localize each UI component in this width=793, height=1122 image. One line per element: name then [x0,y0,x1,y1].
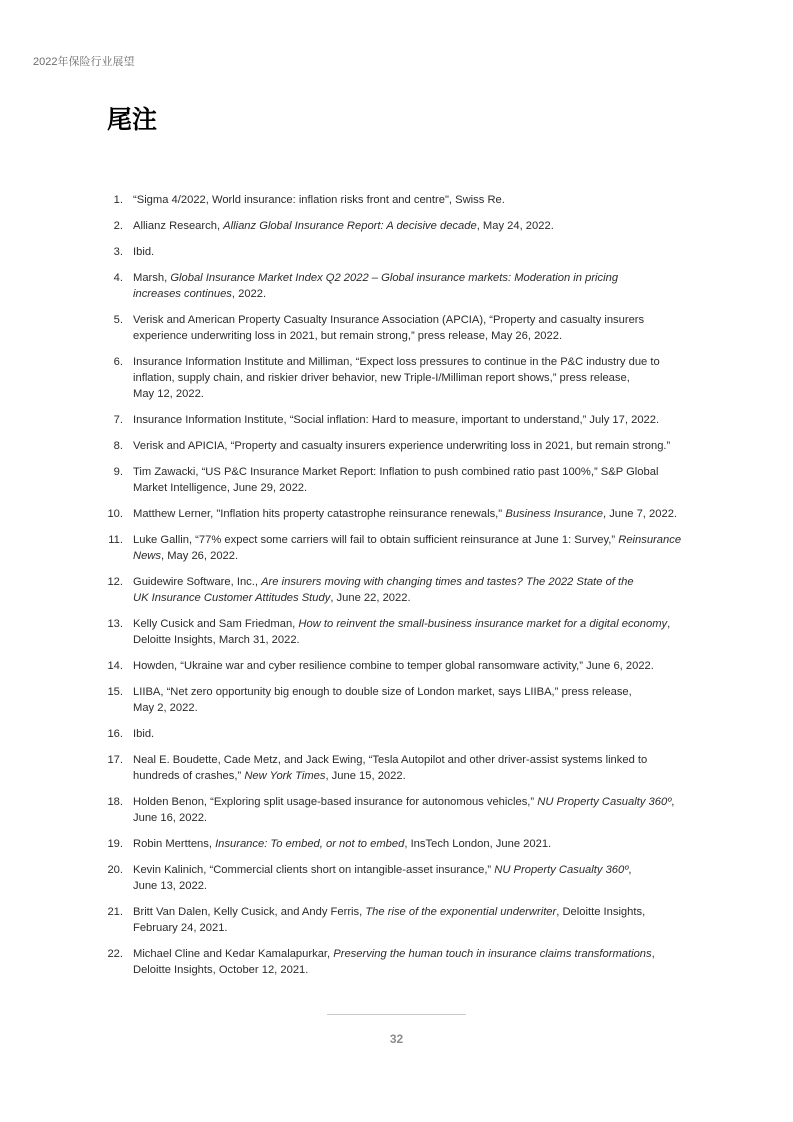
endnote-text [133,506,744,522]
endnote-text [133,464,744,496]
endnote-text [133,532,744,564]
endnote-text-segment: Guidewire Software, Inc., [133,576,262,588]
endnote-line [133,286,744,302]
endnote-text [133,836,744,852]
endnote-item [104,726,744,742]
endnote-item [104,684,744,716]
endnote-text-segment: Insurance Information Institute, “Social inflation: Hard to measure, important to understand,” July 17, 2022. [133,414,660,426]
endnote-text [133,616,744,648]
endnote-text-segment: , June 7, 2022. [603,508,678,520]
endnote-line [133,794,744,810]
endnote-source-title: Insurance: To embed, or not to embed [215,838,405,850]
endnote-line [133,768,744,784]
endnote-number: 6. [113,356,123,368]
endnote-item [104,412,744,428]
endnote-number: 11. [108,534,123,546]
endnote-number: 13. [107,618,123,630]
endnote-line [133,862,744,878]
endnote-line [133,684,744,700]
endnote-source-title: NU Property Casualty 360º [537,796,672,808]
endnote-source-title: The rise of the exponential underwriter [365,906,557,918]
endnote-text-segment: February 24, 2021. [133,922,228,934]
endnote-line [133,464,744,480]
endnote-line [133,312,744,328]
endnote-number: 2. [113,220,123,232]
endnote-text-segment: Verisk and American Property Casualty Insurance Association (APCIA), “Property and casualty insurers [133,314,645,326]
endnote-text-segment: hundreds of crashes,” [133,770,245,782]
endnote-line [133,354,744,370]
endnote-source-title: Preserving the human touch in insurance claims transformations [333,948,652,960]
endnote-item [104,270,744,302]
endnote-number: 14. [107,660,123,672]
endnote-item [104,438,744,454]
endnote-line [133,836,744,852]
endnote-item [104,464,744,496]
endnote-text-segment: Ibid. [133,728,155,740]
endnote-text-segment: Holden Benon, “Exploring split usage-based insurance for autonomous vehicles,” [133,796,538,808]
endnotes-list [104,192,744,988]
endnote-line [133,506,744,522]
endnote-number: 4. [113,272,123,284]
endnote-item [104,312,744,344]
endnote-number: 12. [107,576,123,588]
endnote-line [133,532,744,548]
endnote-source-title: UK Insurance Customer Attitudes Study [133,592,331,604]
endnote-line [133,244,744,260]
endnote-text [133,218,744,234]
endnote-text-segment: Market Intelligence, June 29, 2022. [133,482,308,494]
footer-divider [327,1014,466,1015]
endnote-line [133,590,744,606]
endnote-text [133,726,744,742]
endnote-item [104,244,744,260]
endnote-line [133,878,744,894]
endnote-text-segment: LIIBA, “Net zero opportunity big enough to double size of London market, says LIIBA,” press release, [133,686,632,698]
page-title: 尾注 [107,106,158,134]
endnote-source-title: Global Insurance Market Index Q2 2022 – Global insurance markets: Moderation in pricing [170,272,619,284]
endnote-item [104,218,744,234]
endnote-text [133,752,744,784]
endnote-text [133,438,744,454]
endnote-item [104,904,744,936]
endnote-number: 9. [113,466,123,478]
endnote-text-segment: Insurance Information Institute and Milliman, “Expect loss pressures to continue in the P&C industry due to [133,356,660,368]
endnote-text [133,794,744,826]
endnote-number: 20. [107,864,123,876]
endnote-item [104,574,744,606]
endnote-text-segment: , 2022. [231,288,267,300]
endnote-line [133,328,744,344]
endnote-line [133,726,744,742]
endnote-text-segment: Kelly Cusick and Sam Friedman, [133,618,299,630]
endnote-source-title: Reinsurance [618,534,682,546]
endnote-text [133,574,744,606]
endnote-number: 1. [113,194,123,206]
endnote-text-segment: Verisk and APICIA, “Property and casualty insurers experience underwriting loss in 2021, but remain strong.” [133,440,671,452]
endnote-number: 5. [113,314,123,326]
endnote-item [104,192,744,208]
endnote-line [133,700,744,716]
endnote-text-segment: Kevin Kalinich, “Commercial clients short on intangible-asset insurance,” [133,864,495,876]
endnote-number: 15. [107,686,123,698]
endnote-item [104,752,744,784]
endnote-text-segment: Britt Van Dalen, Kelly Cusick, and Andy Ferris, [133,906,366,918]
endnote-text-segment: , [628,864,632,876]
endnote-text [133,192,744,208]
endnote-number: 10. [107,508,123,520]
endnote-text [133,244,744,260]
endnote-text [133,412,744,428]
endnote-number: 16. [107,728,123,740]
endnote-line [133,946,744,962]
endnote-text-segment: inflation, supply chain, and riskier driver behavior, new Triple-I/Milliman report shows,” press release, [133,372,630,384]
endnote-number: 3. [113,246,123,258]
endnote-text [133,946,744,978]
endnote-line [133,438,744,454]
endnote-text [133,270,744,302]
endnote-text-segment: Tim Zawacki, “US P&C Insurance Market Report: Inflation to push combined ratio past 100%,” S&P Global [133,466,659,478]
endnote-line [133,810,744,826]
endnote-line [133,752,744,768]
endnote-text-segment: , [667,618,671,630]
endnote-line [133,218,744,234]
endnote-source-title: New York Times [244,770,326,782]
endnote-item [104,836,744,852]
endnote-text-segment: , InsTech London, June 2021. [404,838,552,850]
endnote-line [133,370,744,386]
endnote-item [104,794,744,826]
endnote-item [104,862,744,894]
endnote-item [104,658,744,674]
endnote-number: 7. [113,414,123,426]
endnote-number: 17. [107,754,123,766]
endnote-number: 18. [107,796,123,808]
endnote-item [104,354,744,402]
endnote-text-segment: June 16, 2022. [133,812,208,824]
endnote-text-segment: May 2, 2022. [133,702,198,714]
endnote-number: 22. [107,948,123,960]
endnote-text-segment: Howden, “Ukraine war and cyber resilience combine to temper global ransomware activity,” June 6, 2022. [133,660,654,672]
endnote-text-segment: June 13, 2022. [133,880,208,892]
endnote-text-segment: Allianz Research, [133,220,224,232]
endnote-line [133,904,744,920]
endnote-item [104,506,744,522]
endnote-item [104,532,744,564]
endnote-number: 19. [107,838,123,850]
endnote-text-segment: Robin Merttens, [133,838,216,850]
endnote-line [133,480,744,496]
endnote-text-segment: , [651,948,655,960]
endnote-source-title: increases continues [133,288,232,300]
page-number: 32 [389,1032,404,1046]
endnote-text-segment: , June 15, 2022. [325,770,406,782]
endnote-line [133,616,744,632]
endnote-text-segment: Neal E. Boudette, Cade Metz, and Jack Ewing, “Tesla Autopilot and other driver-assist systems linked to [133,754,648,766]
endnote-source-title: How to reinvent the small-business insurance market for a digital economy [298,618,668,630]
endnote-text-segment: Michael Cline and Kedar Kamalapurkar, [133,948,334,960]
endnote-text [133,862,744,894]
endnote-line [133,192,744,208]
endnote-number: 8. [113,440,123,452]
endnote-text-segment: May 12, 2022. [133,388,204,400]
endnote-text-segment: , May 26, 2022. [160,550,239,562]
endnote-line [133,270,744,286]
endnote-text-segment: , June 22, 2022. [330,592,411,604]
endnote-text-segment: Deloitte Insights, March 31, 2022. [133,634,300,646]
endnote-text-segment: Marsh, [133,272,171,284]
endnote-line [133,632,744,648]
endnote-line [133,548,744,564]
endnote-text-segment: , Deloitte Insights, [556,906,646,918]
endnote-text [133,312,744,344]
endnote-line [133,574,744,590]
endnote-number: 21. [107,906,123,918]
endnote-text-segment: Luke Gallin, “77% expect some carriers will fail to obtain sufficient reinsurance at June 1: Survey,” [133,534,619,546]
endnote-source-title: News [133,550,161,562]
endnote-source-title: Allianz Global Insurance Report: A decisive decade [223,220,477,232]
endnote-text [133,658,744,674]
endnote-line [133,658,744,674]
endnote-text-segment: , [671,796,675,808]
endnote-text-segment: experience underwriting loss in 2021, but remain strong,” press release, May 26, 2022. [133,330,563,342]
endnote-line [133,386,744,402]
endnote-item [104,616,744,648]
endnote-item [104,946,744,978]
endnote-source-title: Are insurers moving with changing times and tastes? The 2022 State of the [261,576,634,588]
endnote-line [133,412,744,428]
endnote-text-segment: Ibid. [133,246,155,258]
endnote-text-segment: “Sigma 4/2022, World insurance: inflation risks front and centre", Swiss Re. [133,194,505,206]
endnote-text-segment: Deloitte Insights, October 12, 2021. [133,964,309,976]
endnote-line [133,962,744,978]
endnote-source-title: Business Insurance [505,508,603,520]
running-header-title: 2022年保险行业展望 [33,56,135,68]
endnote-text-segment: , May 24, 2022. [476,220,554,232]
endnote-text [133,354,744,402]
endnote-line [133,920,744,936]
endnote-source-title: NU Property Casualty 360º [494,864,629,876]
endnote-text-segment: Matthew Lerner, "Inflation hits property catastrophe reinsurance renewals," [133,508,506,520]
endnote-text [133,904,744,936]
endnote-text [133,684,744,716]
